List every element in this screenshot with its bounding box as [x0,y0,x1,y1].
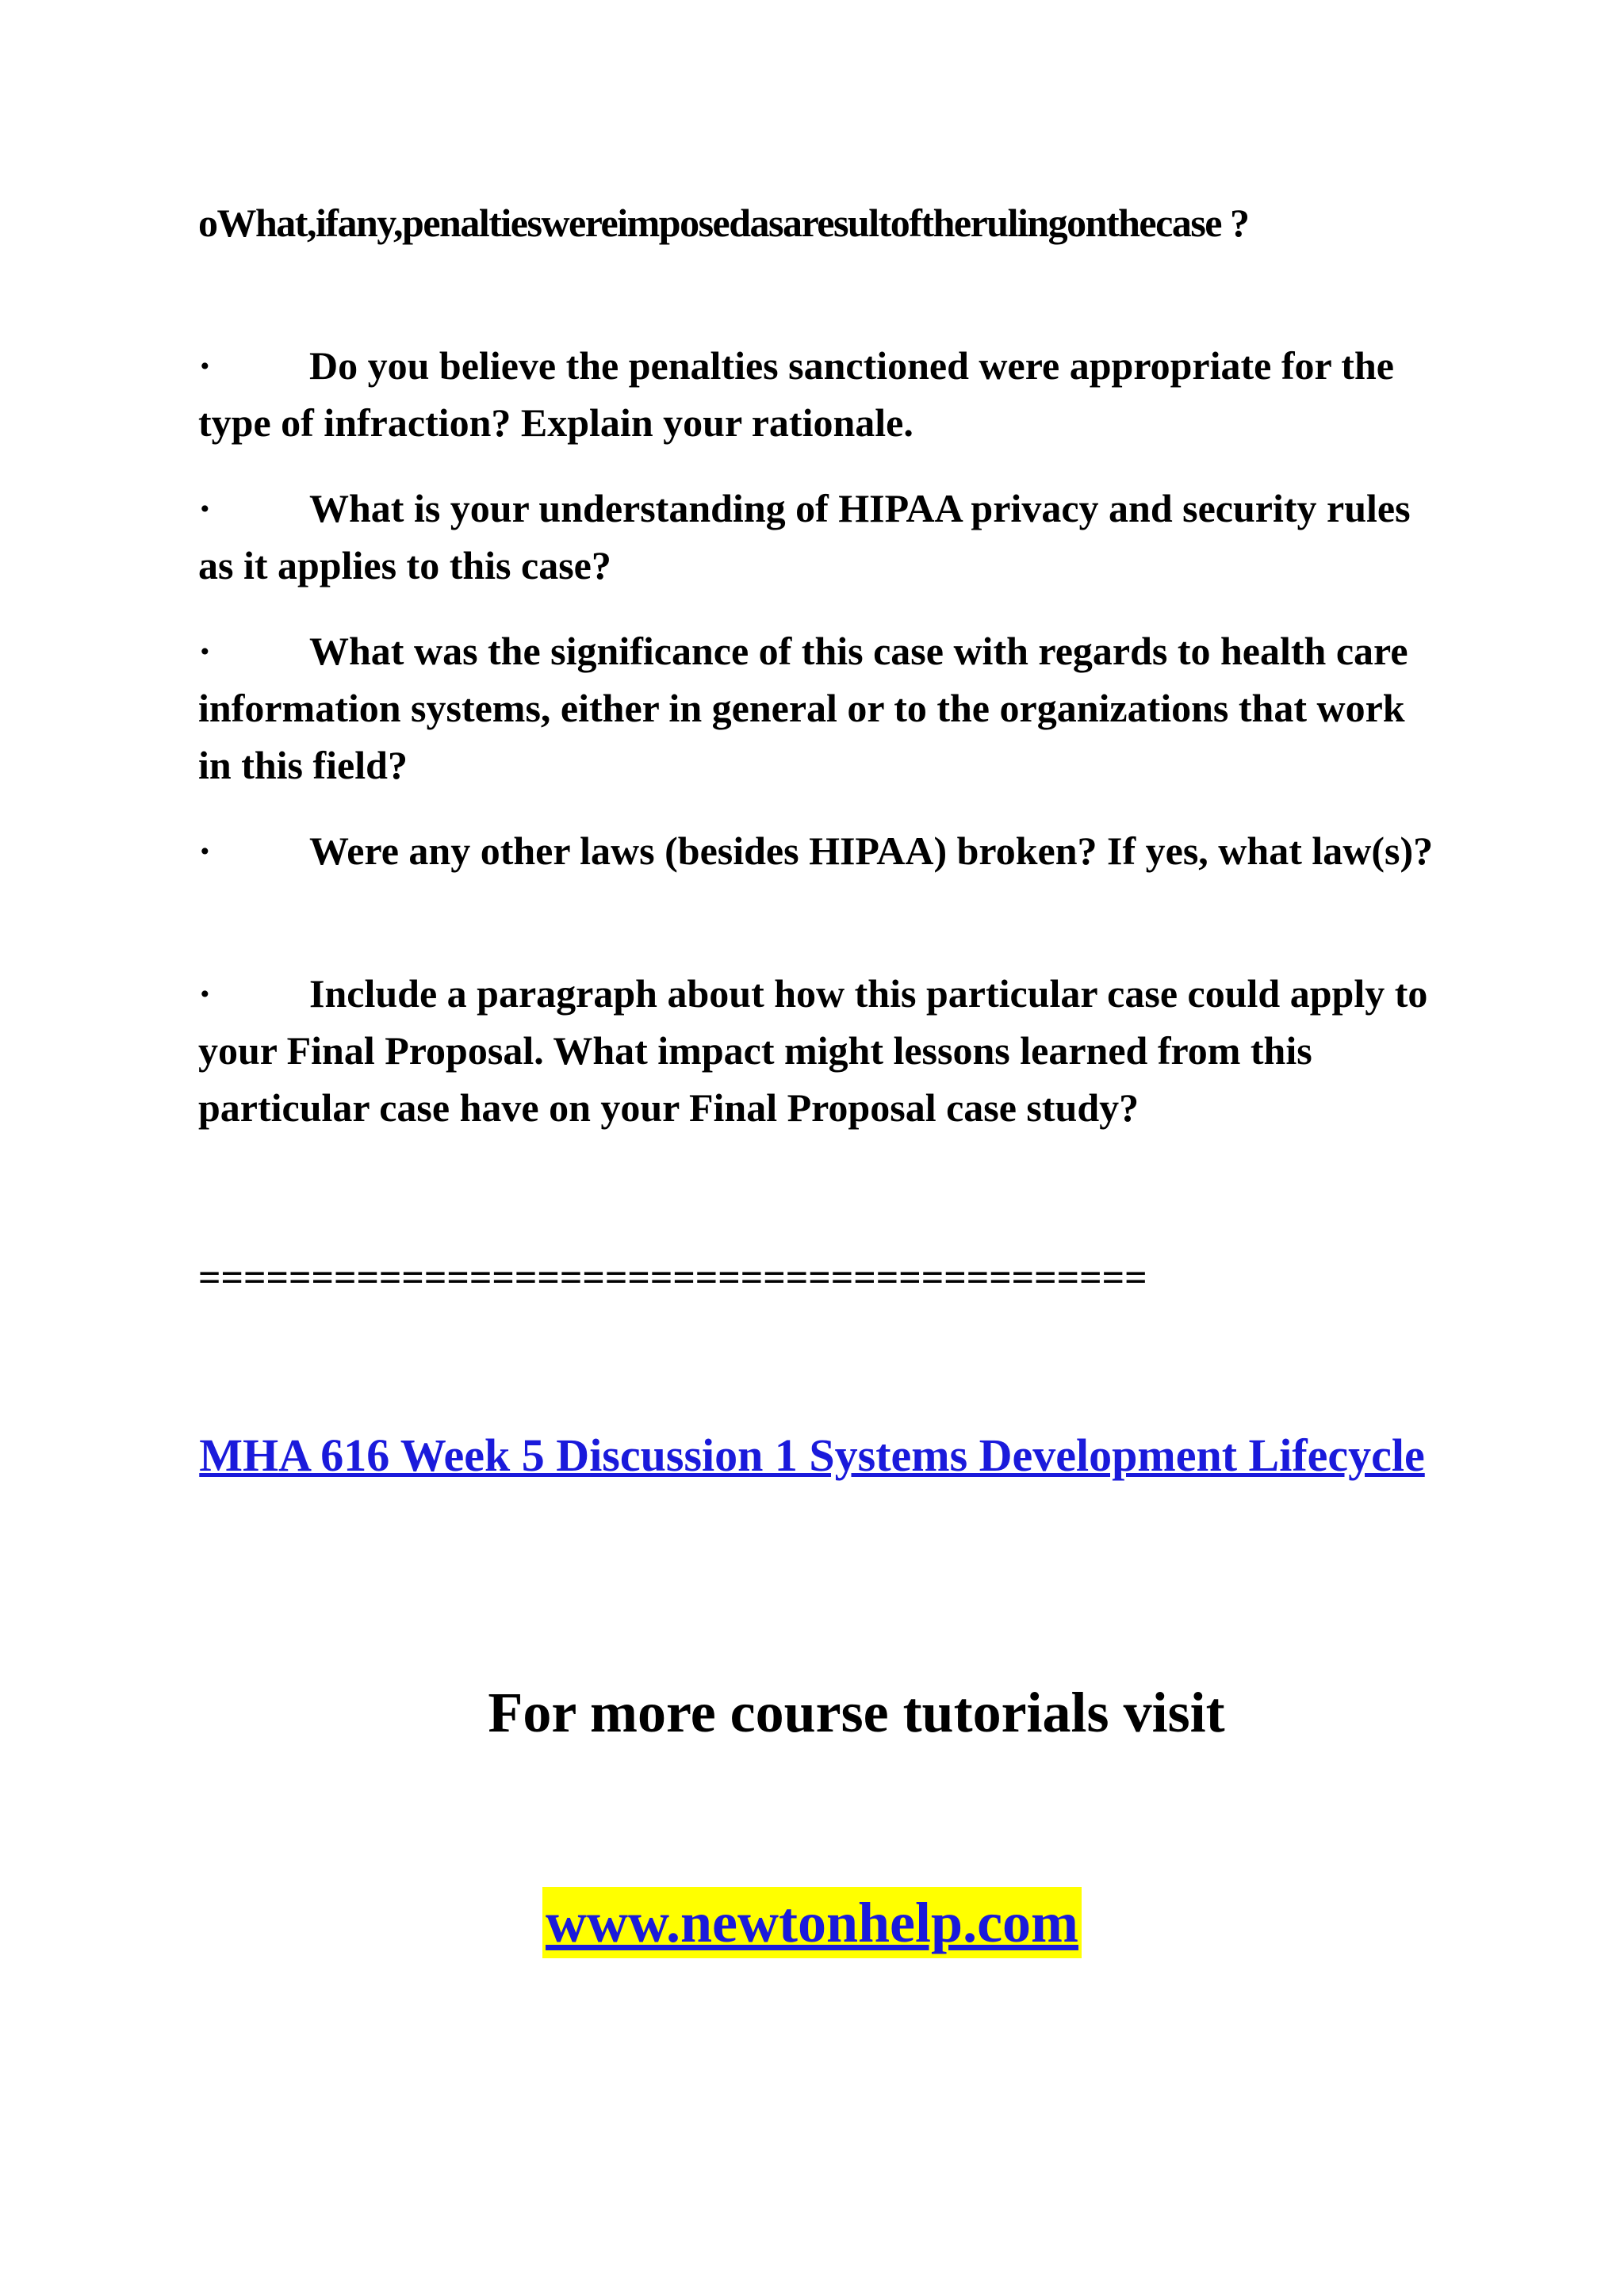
bullet-item-significance [198,622,1435,794]
bullet-text: What was the significance of this case with regards to health care information systems, either in general or to the organizations that work in this field? [198,629,1408,787]
bullet-item-final-proposal [198,965,1435,1136]
bullet-text: Do you believe the penalties sanctioned were appropriate for the type of infraction? Explain your rationale. [198,343,1394,445]
bullet-icon: · [198,486,212,530]
course-link[interactable]: MHA 616 Week 5 Discussion 1 Systems Development Lifecycle [199,1429,1425,1481]
bullet-item-penalties [198,337,1435,451]
intro-question: oWhat,ifany,penaltieswereimposedasaresultoftherulingonthecase ? [198,201,1249,245]
website-container [0,1887,1624,1958]
section-divider: ========================================== [198,1255,1147,1299]
bullet-item-other-laws [198,822,1435,879]
bullet-icon: · [198,828,212,873]
bullet-icon: · [198,971,212,1016]
bullet-icon: · [198,343,212,388]
website-link[interactable]: www.newtonhelp.com [542,1887,1082,1958]
bullet-text: What is your understanding of HIPAA privacy and security rules as it applies to this case? [198,486,1411,587]
bullet-text: Were any other laws (besides HIPAA) broken? If yes, what law(s)? [309,828,1434,873]
visit-heading: For more course tutorials visit [488,1681,1225,1744]
bullet-icon: · [198,629,212,673]
bullet-text: Include a paragraph about how this particular case could apply to your Final Proposal. What impact might lessons learned from this particular case have on your Final Proposal case study? [198,971,1428,1130]
bullet-item-hipaa-rules [198,480,1435,594]
